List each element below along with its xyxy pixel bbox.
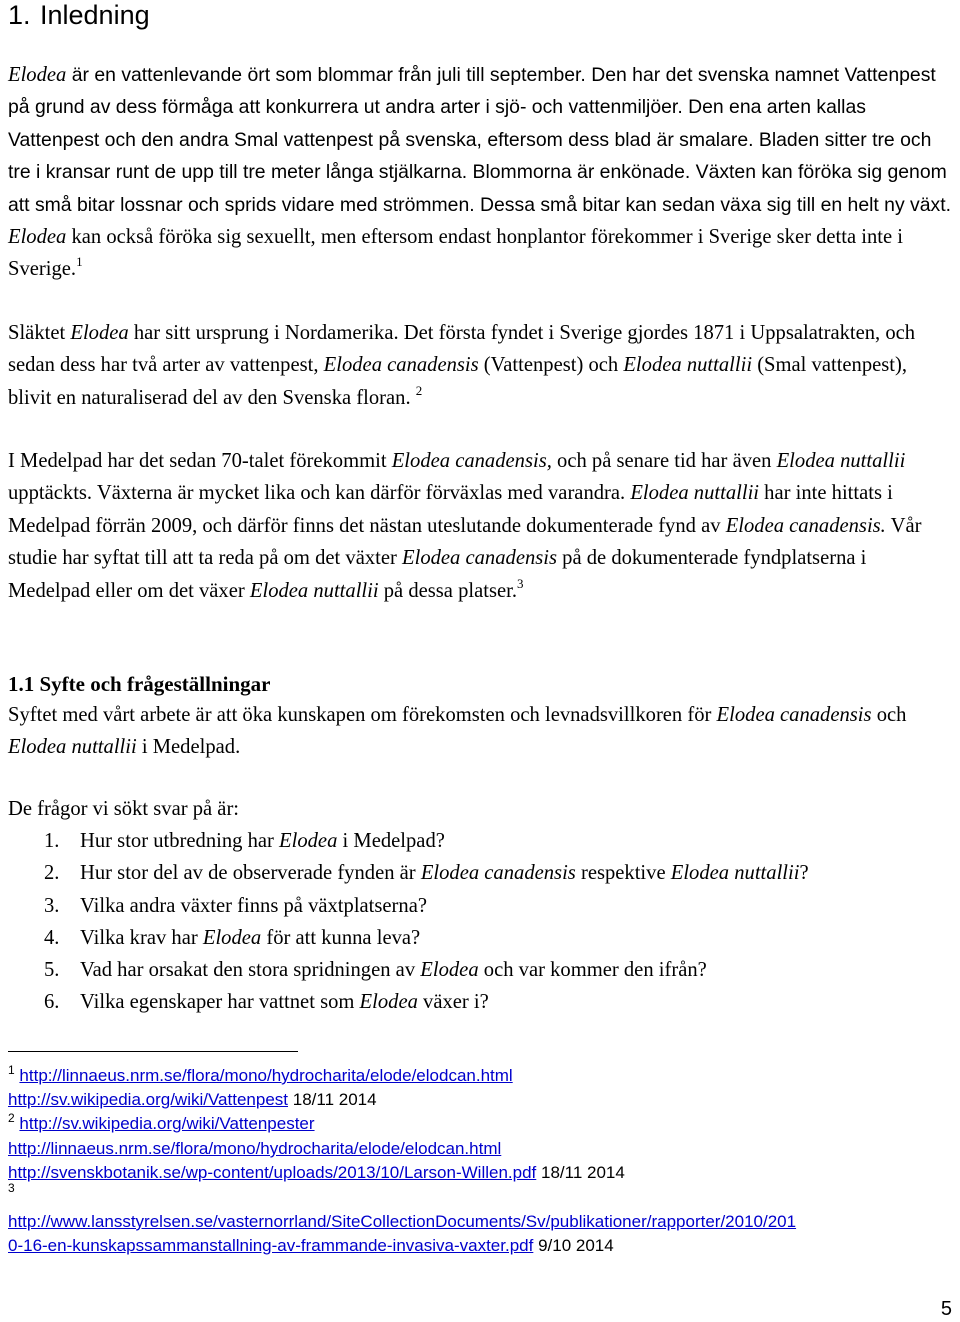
footnote-2-cont <box>8 1137 958 1161</box>
italic-term: Elodea nuttallii <box>630 482 760 505</box>
paragraph-text: Syftet med vårt arbete är att öka kunskapen om förekomsten och levnadsvillkoren för <box>8 704 717 726</box>
italic-term: Elodea <box>359 991 418 1014</box>
italic-term: Elodea nuttallii <box>670 862 800 885</box>
footnote-link[interactable]: 0-16-en-kunskapssammanstallning-av-frammande-invasiva-vaxter.pdf <box>8 1236 534 1255</box>
question-text: respektive <box>575 862 671 885</box>
italic-term: Elodea canadensis <box>402 547 558 570</box>
italic-term: Elodea nuttallii <box>776 450 906 472</box>
footnote-link[interactable]: http://sv.wikipedia.org/wiki/Vattenpester <box>19 1114 315 1133</box>
footnote-link[interactable]: http://linnaeus.nrm.se/flora/mono/hydrocharita/elode/elodcan.html <box>19 1066 513 1085</box>
question-text: och var kommer den ifrån? <box>478 959 707 982</box>
question-text: för att kunna leva? <box>261 926 421 949</box>
footnote-2 <box>8 1112 958 1136</box>
footnote-3 <box>8 1182 958 1206</box>
paragraph-text: på dessa platser. <box>378 579 517 602</box>
intro-paragraph <box>8 59 953 286</box>
footnote-3-cont <box>8 1234 958 1258</box>
italic-term: Elodea <box>420 959 479 982</box>
list-number: 1. <box>44 830 60 852</box>
questions-intro: De frågor vi sökt svar på är: <box>8 798 240 820</box>
questions-list <box>8 825 953 1019</box>
footnote-date: 18/11 2014 <box>536 1163 625 1182</box>
paragraph-text: (Smal vattenpest), blivit en naturaliserad del av den Svenska floran. <box>8 354 908 409</box>
italic-term: Elodea <box>279 830 338 852</box>
question-text: i Medelpad? <box>337 830 445 852</box>
origin-paragraph <box>8 317 953 414</box>
footnote-link[interactable]: http://svenskbotanik.se/wp-content/uploads/2013/10/Larson-Willen.pdf <box>8 1163 537 1182</box>
purpose-paragraph <box>8 699 953 764</box>
footnote-marker: 2 <box>8 1111 15 1125</box>
paragraph-text: är en vattenlevande ört som blommar från juli till september. Den har det svenska namnet Vattenpest på grund av dess förmåga att konkurrera ut andra arter i sjö- och vattenmiljöer. Den ena arten kallas Vattenpest och den andra Smal vattenpest på svenska, eftersom dess blad är smalare. Bladen sitter tre och tre i kransar runt de upp till tre meter långa stjälkarna. Blommorna är enkönade. Växten kan föröka sig genom att små bitar lossnar och sprids vidare med strömmen. Dessa små bitar kan sedan växa sig till en helt ny växt. <box>8 64 952 216</box>
question-text: Vilka egenskaper har vattnet som <box>80 991 360 1014</box>
page-number: 5 <box>940 1298 952 1320</box>
list-number: 3. <box>44 894 60 917</box>
list-item <box>8 890 953 922</box>
italic-term: Elodea canadensis <box>323 354 479 377</box>
paragraph-text: på de dokumenterade fyndplatserna i Medelpad eller om det växer <box>8 547 867 602</box>
chapter-title: Inledning <box>40 0 150 30</box>
medelpad-paragraph <box>8 445 953 607</box>
footnote-ref[interactable]: 2 <box>415 382 423 398</box>
footnote-1-cont <box>8 1088 958 1112</box>
italic-term: Elodea <box>8 226 67 249</box>
italic-term: Elodea canadensis <box>420 862 576 885</box>
paragraph-text: Vår studie har syftat till att ta reda på om det växter <box>8 514 922 570</box>
list-item <box>8 954 953 986</box>
footnote-link[interactable]: http://www.lansstyrelsen.se/vasternorrland/SiteCollectionDocuments/Sv/publikationer/rapporter/2010/201 <box>8 1212 797 1231</box>
italic-term: Elodea canadensis, <box>391 450 552 472</box>
footnote-marker: 1 <box>8 1063 15 1077</box>
italic-term: Elodea <box>8 64 67 86</box>
question-text: Vilka krav har <box>80 926 203 949</box>
paragraph-text: kan också föröka sig sexuellt, men eftersom endast honplantor förekommer i Sverige sker detta inte i Sverige. <box>8 226 904 281</box>
paragraph-text: och <box>871 704 907 726</box>
list-item <box>8 857 953 889</box>
footnote-date: 18/11 2014 <box>288 1090 377 1109</box>
italic-term: Elodea canadensis. <box>725 514 886 537</box>
italic-term: Elodea canadensis <box>716 704 872 726</box>
question-text: Vilka andra växter finns på växtplatserna? <box>80 894 427 917</box>
question-text: växer i? <box>417 991 489 1014</box>
italic-term: Elodea nuttallii <box>623 354 753 377</box>
section-heading: 1.1 Syfte och frågeställningar <box>8 672 271 696</box>
paragraph-text: i Medelpad. <box>136 736 241 759</box>
footnote-link[interactable]: http://linnaeus.nrm.se/flora/mono/hydrocharita/elode/elodcan.html <box>8 1139 502 1158</box>
footnote-link[interactable]: http://sv.wikipedia.org/wiki/Vattenpest <box>8 1090 289 1109</box>
chapter-heading <box>8 0 150 30</box>
footnote-date: 9/10 2014 <box>533 1236 614 1255</box>
question-text: Vad har orsakat den stora spridningen av <box>80 959 421 982</box>
footnote-marker: 3 <box>8 1181 15 1195</box>
italic-term: Elodea <box>202 926 262 949</box>
question-text: Hur stor utbredning har <box>80 830 280 852</box>
paragraph-text: (Vattenpest) och <box>478 354 624 377</box>
italic-term: Elodea <box>70 322 129 344</box>
footnote-3-cont <box>8 1210 958 1234</box>
list-item <box>8 986 953 1018</box>
list-item <box>8 825 953 857</box>
paragraph-text: har inte hittats i Medelpad förrän 2009, och därför finns det nästan uteslutande dokumenterade fynd av <box>8 482 893 537</box>
question-text: ? <box>799 862 809 885</box>
footnote-1 <box>8 1064 958 1088</box>
paragraph-text: har sitt ursprung i Nordamerika. Det första fyndet i Sverige gjordes 1871 i Uppsalatrakten, och sedan dess har två arter av vattenpest, <box>8 322 916 377</box>
footnote-ref[interactable]: 3 <box>517 575 524 591</box>
list-number: 4. <box>44 926 60 949</box>
paragraph-text: och på senare tid har även <box>551 450 777 472</box>
footnote-separator <box>8 1051 298 1052</box>
list-item <box>8 922 953 954</box>
paragraph-text: I Medelpad har det sedan 70-talet förekommit <box>8 450 392 472</box>
italic-term: Elodea nuttallii <box>8 736 137 759</box>
chapter-number: 1. <box>8 0 31 30</box>
list-number: 5. <box>44 959 60 982</box>
italic-term: Elodea nuttallii <box>249 579 379 602</box>
question-text: Hur stor del av de observerade fynden är <box>80 862 421 885</box>
paragraph-text: upptäckts. Växterna är mycket lika och kan därför förväxlas med varandra. <box>8 482 631 505</box>
paragraph-text: Släktet <box>8 322 71 344</box>
list-number: 6. <box>44 991 60 1014</box>
list-number: 2. <box>44 862 60 885</box>
footnote-ref[interactable]: 1 <box>76 254 83 270</box>
